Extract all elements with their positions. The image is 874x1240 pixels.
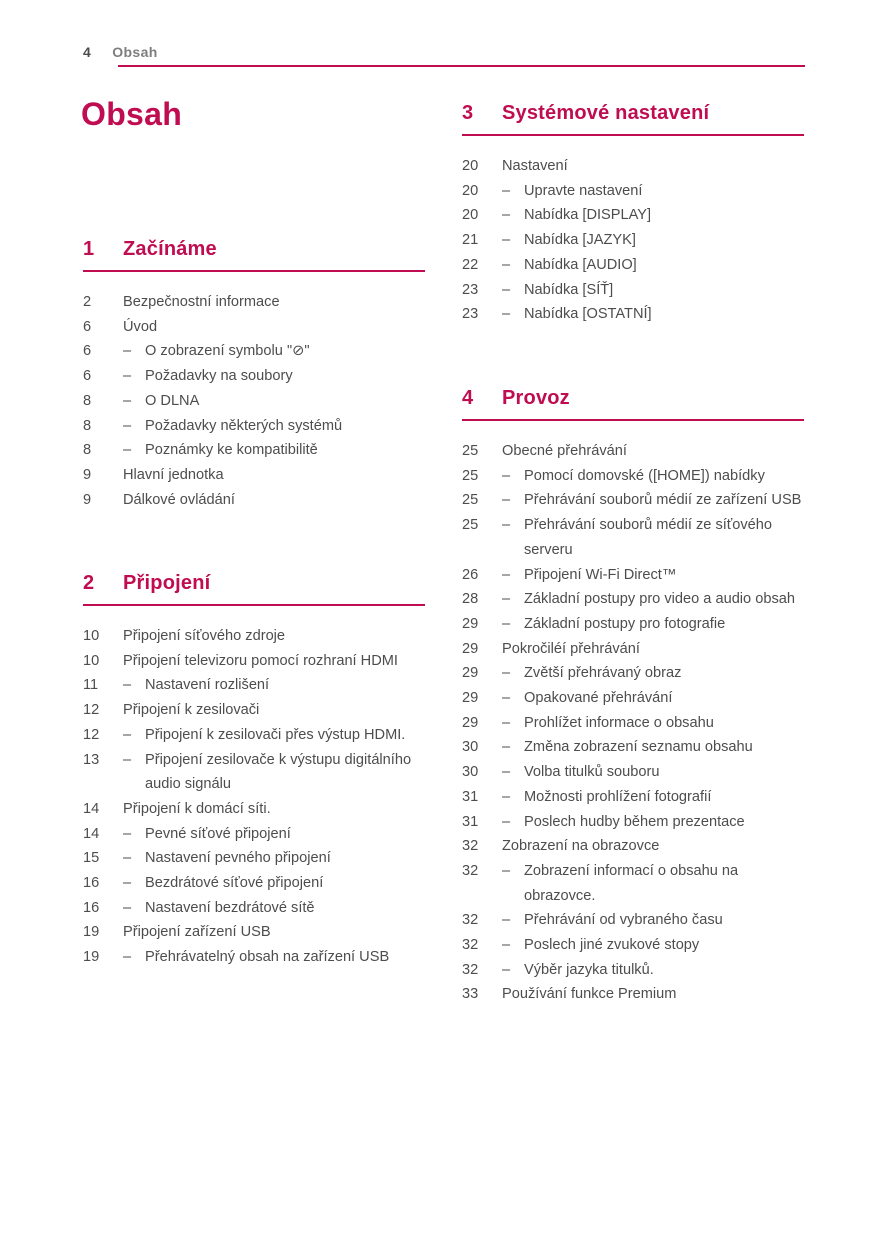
toc-entry-page-number: 28	[462, 591, 479, 608]
toc-entry-title: – Upravte nastavení	[502, 179, 804, 204]
toc-entry-title: – Bezdrátové síťové připojení	[123, 871, 425, 896]
toc-entry-title: Zobrazení na obrazovce	[502, 838, 660, 855]
toc-entry	[462, 661, 804, 686]
toc-entry	[83, 846, 425, 871]
toc-entry-title: – Přehrávání souborů médií ze síťového serveru	[502, 513, 804, 562]
section-title: Provoz	[502, 387, 570, 409]
toc-entry-title: – Přehrávání souborů médií ze zařízení USB	[502, 488, 804, 513]
toc-entry-page-number: 29	[462, 665, 479, 682]
toc-entry-page-number: 23	[462, 281, 479, 298]
header-page-number: 4	[83, 44, 92, 60]
toc-entry	[83, 698, 425, 723]
sub-item-dash: –	[502, 862, 511, 879]
toc-entry	[462, 711, 804, 736]
toc-entry-title: – Poslech hudby během prezentace	[502, 810, 804, 835]
toc-entry-page-number: 32	[462, 937, 479, 954]
toc-entry-page-number: 20	[462, 207, 479, 224]
toc-entry-page-number: 30	[462, 764, 479, 781]
toc-entry-title: – Připojení zesilovače k výstupu digitálního audio signálu	[123, 748, 425, 797]
toc-section-provoz	[462, 387, 804, 1007]
toc-entry-page-number: 14	[83, 825, 100, 842]
toc-entry-title: – Nabídka [JAZYK]	[502, 228, 804, 253]
toc-entry-page-number: 29	[462, 640, 479, 657]
toc-entry-title: – Přehrávatelný obsah na zařízení USB	[123, 945, 425, 970]
toc-entry	[83, 920, 425, 945]
toc-entry-title: – Nabídka [SÍŤ]	[502, 278, 804, 303]
sub-item-dash: –	[502, 665, 511, 682]
toc-entry-title: – Požadavky na soubory	[123, 364, 425, 389]
toc-entry-page-number: 8	[83, 442, 92, 459]
toc-entry-title: Připojení zařízení USB	[123, 924, 271, 941]
toc-entry-page-number: 25	[462, 467, 479, 484]
toc-entry-page-number: 16	[83, 899, 100, 916]
toc-entry-title: Připojení síťového zdroje	[123, 628, 286, 644]
sub-item-dash: –	[502, 207, 511, 224]
page-title: Obsah	[81, 96, 183, 132]
header-rule	[118, 65, 805, 67]
toc-entry	[83, 673, 425, 698]
section-heading	[83, 572, 425, 606]
sub-item-dash: –	[502, 961, 511, 978]
toc-entry	[462, 439, 804, 464]
toc-entry-title: – O zobrazení symbolu "⊘"	[123, 339, 425, 364]
toc-entry	[462, 612, 804, 637]
toc-entry	[83, 315, 425, 340]
toc-entry-title: – Požadavky některých systémů	[123, 414, 425, 439]
toc-entry-page-number: 30	[462, 739, 479, 756]
toc-entry	[462, 228, 804, 253]
sub-item-dash: –	[123, 850, 132, 867]
toc-item-list	[462, 439, 804, 1007]
toc-entry-page-number: 31	[462, 813, 479, 830]
sub-item-dash: –	[123, 899, 132, 916]
toc-item-list	[83, 290, 425, 512]
toc-entry-title: – Pevné síťové připojení	[123, 822, 425, 847]
toc-entry-title: – Nabídka [AUDIO]	[502, 253, 804, 278]
toc-entry	[462, 859, 804, 908]
toc-entry	[83, 290, 425, 315]
toc-section-pripojeni	[83, 572, 425, 970]
toc-entry-page-number: 12	[83, 726, 100, 743]
toc-entry-page-number: 29	[462, 615, 479, 632]
toc-entry-title: Obecné přehrávání	[502, 443, 627, 459]
toc-entry-page-number: 6	[83, 318, 92, 335]
toc-entry-page-number: 16	[83, 875, 100, 892]
toc-entry-title: Nastavení	[502, 158, 568, 174]
toc-entry-title: Úvod	[123, 318, 158, 335]
toc-entry-page-number: 32	[462, 838, 479, 855]
toc-entry-page-number: 32	[462, 961, 479, 978]
header-section-label: Obsah	[112, 44, 158, 60]
sub-item-dash: –	[502, 813, 511, 830]
toc-entry	[462, 760, 804, 785]
sub-item-dash: –	[502, 764, 511, 781]
toc-entry-title: – Opakované přehrávání	[502, 686, 804, 711]
toc-entry	[83, 438, 425, 463]
toc-entry-title: – Změna zobrazení seznamu obsahu	[502, 735, 804, 760]
sub-item-dash: –	[502, 492, 511, 509]
toc-entry-page-number: 23	[462, 306, 479, 323]
toc-entry-title: – Zvětší přehrávaný obraz	[502, 661, 804, 686]
toc-entry-page-number: 15	[83, 850, 100, 867]
toc-entry-page-number: 14	[83, 800, 100, 817]
toc-entry-page-number: 32	[462, 912, 479, 929]
toc-entry-title: – Pomocí domovské ([HOME]) nabídky	[502, 464, 804, 489]
sub-item-dash: –	[123, 875, 132, 892]
toc-entry	[462, 179, 804, 204]
toc-entry-page-number: 20	[462, 182, 479, 199]
toc-entry-page-number: 33	[462, 986, 479, 1003]
sub-item-dash: –	[502, 256, 511, 273]
sub-item-dash: –	[502, 615, 511, 632]
page-header	[83, 44, 158, 60]
toc-entry-title: Používání funkce Premium	[502, 986, 677, 1003]
toc-entry-page-number: 29	[462, 714, 479, 731]
sub-item-dash: –	[123, 392, 132, 409]
toc-section-systemove-nastaveni	[462, 102, 804, 327]
sub-item-dash: –	[502, 714, 511, 731]
toc-entry-page-number: 25	[462, 517, 479, 534]
toc-entry-title: – Základní postupy pro fotografie	[502, 612, 804, 637]
toc-entry-title: – Připojení k zesilovači přes výstup HDMI.	[123, 723, 425, 748]
toc-entry-title: Hlavní jednotka	[123, 466, 224, 483]
toc-section-zaciname	[83, 238, 425, 512]
toc-entry	[83, 389, 425, 414]
toc-entry-title: Připojení televizoru pomocí rozhraní HDMI	[123, 652, 398, 669]
toc-entry-title: – Možnosti prohlížení fotografií	[502, 785, 804, 810]
toc-entry-title: – O DLNA	[123, 389, 425, 414]
toc-entry-title: – Nabídka [DISPLAY]	[502, 203, 804, 228]
toc-entry-title: – Nabídka [OSTATNÍ]	[502, 302, 804, 327]
toc-entry-title: – Prohlížet informace o obsahu	[502, 711, 804, 736]
toc-entry-title: – Nastavení pevného připojení	[123, 846, 425, 871]
toc-entry	[83, 649, 425, 674]
section-number: 4	[462, 387, 474, 409]
toc-entry-page-number: 26	[462, 566, 479, 583]
sub-item-dash: –	[502, 467, 511, 484]
toc-entry	[462, 637, 804, 662]
toc-entry-page-number: 8	[83, 417, 92, 434]
sub-item-dash: –	[502, 182, 511, 199]
sub-item-dash: –	[123, 677, 132, 694]
toc-entry-title: – Poznámky ke kompatibilitě	[123, 438, 425, 463]
section-heading	[83, 238, 425, 272]
sub-item-dash: –	[123, 825, 132, 842]
section-number: 2	[83, 572, 95, 594]
toc-entry	[462, 982, 804, 1007]
sub-item-dash: –	[123, 368, 132, 385]
sub-item-dash: –	[502, 788, 511, 805]
sub-item-dash: –	[502, 591, 511, 608]
section-title: Systémové nastavení	[502, 102, 710, 124]
toc-entry	[462, 958, 804, 983]
toc-entry-title: – Výběr jazyka titulků.	[502, 958, 804, 983]
toc-entry-title: – Přehrávání od vybraného času	[502, 908, 804, 933]
sub-item-dash: –	[123, 949, 132, 966]
toc-entry	[462, 563, 804, 588]
sub-item-dash: –	[502, 937, 511, 954]
toc-entry-page-number: 22	[462, 256, 479, 273]
toc-entry-page-number: 9	[83, 466, 92, 483]
section-number: 3	[462, 102, 474, 124]
sub-item-dash: –	[123, 417, 132, 434]
toc-entry-title: – Nastavení rozlišení	[123, 673, 425, 698]
toc-entry-page-number: 2	[83, 294, 92, 310]
toc-entry	[83, 414, 425, 439]
toc-entry	[83, 463, 425, 488]
toc-entry	[462, 278, 804, 303]
sub-item-dash: –	[123, 751, 132, 768]
toc-entry-title: Připojení k zesilovači	[123, 702, 260, 719]
toc-entry-page-number: 31	[462, 788, 479, 805]
section-title: Začínáme	[123, 238, 217, 260]
toc-entry	[83, 945, 425, 970]
toc-entry-title: – Poslech jiné zvukové stopy	[502, 933, 804, 958]
toc-entry-title: – Základní postupy pro video a audio obsah	[502, 587, 804, 612]
toc-item-list	[462, 154, 804, 327]
toc-entry-page-number: 10	[83, 628, 100, 644]
toc-entry-page-number: 9	[83, 491, 92, 508]
toc-entry-page-number: 25	[462, 492, 479, 509]
toc-entry-page-number: 8	[83, 392, 92, 409]
section-number: 1	[83, 238, 95, 260]
toc-entry	[83, 339, 425, 364]
toc-entry	[462, 686, 804, 711]
toc-entry	[83, 871, 425, 896]
sub-item-dash: –	[123, 442, 132, 459]
toc-entry	[462, 908, 804, 933]
sub-item-dash: –	[502, 232, 511, 249]
toc-entry-page-number: 20	[462, 158, 479, 174]
toc-item-list	[83, 624, 425, 970]
sub-item-dash: –	[123, 343, 132, 360]
toc-entry-page-number: 32	[462, 862, 479, 879]
sub-item-dash: –	[123, 726, 132, 743]
section-heading	[462, 102, 804, 136]
toc-entry-page-number: 11	[83, 677, 99, 694]
toc-entry-title: Dálkové ovládání	[123, 491, 235, 508]
toc-entry	[462, 834, 804, 859]
toc-entry-page-number: 10	[83, 652, 100, 669]
toc-entry-title: Pokročiléí přehrávání	[502, 640, 640, 657]
toc-entry	[462, 302, 804, 327]
toc-entry-title: – Nastavení bezdrátové sítě	[123, 896, 425, 921]
sub-item-dash: –	[502, 281, 511, 298]
toc-entry	[462, 810, 804, 835]
toc-entry	[83, 488, 425, 513]
toc-entry-title: Připojení k domácí síti.	[123, 800, 271, 817]
toc-entry-page-number: 21	[462, 232, 479, 249]
toc-entry-page-number: 6	[83, 368, 92, 385]
toc-entry	[462, 785, 804, 810]
toc-entry-page-number: 13	[83, 751, 100, 768]
toc-entry	[83, 723, 425, 748]
sub-item-dash: –	[502, 739, 511, 756]
toc-entry	[83, 896, 425, 921]
toc-entry	[462, 203, 804, 228]
toc-entry	[462, 735, 804, 760]
toc-entry	[83, 364, 425, 389]
toc-entry	[462, 587, 804, 612]
sub-item-dash: –	[502, 306, 511, 323]
sub-item-dash: –	[502, 566, 511, 583]
toc-entry-page-number: 19	[83, 949, 100, 966]
toc-entry-title: Bezpečnostní informace	[123, 294, 280, 310]
toc-entry	[462, 253, 804, 278]
toc-entry-page-number: 25	[462, 443, 479, 459]
section-title: Připojení	[123, 572, 211, 594]
sub-item-dash: –	[502, 517, 511, 534]
toc-entry-page-number: 19	[83, 924, 100, 941]
toc-entry-title: – Volba titulků souboru	[502, 760, 804, 785]
toc-entry	[462, 488, 804, 513]
toc-entry	[462, 464, 804, 489]
sub-item-dash: –	[502, 690, 511, 707]
toc-entry-title: – Zobrazení informací o obsahu na obrazovce.	[502, 859, 804, 908]
toc-entry	[462, 154, 804, 179]
section-heading	[462, 387, 804, 421]
toc-entry	[462, 513, 804, 562]
toc-entry	[83, 624, 425, 649]
toc-entry	[83, 748, 425, 797]
toc-entry-page-number: 12	[83, 702, 100, 719]
toc-entry	[83, 797, 425, 822]
toc-entry	[83, 822, 425, 847]
toc-entry	[462, 933, 804, 958]
toc-entry-page-number: 29	[462, 690, 479, 707]
sub-item-dash: –	[502, 912, 511, 929]
toc-entry-page-number: 6	[83, 343, 92, 360]
toc-entry-title: – Připojení Wi-Fi Direct™	[502, 563, 804, 588]
